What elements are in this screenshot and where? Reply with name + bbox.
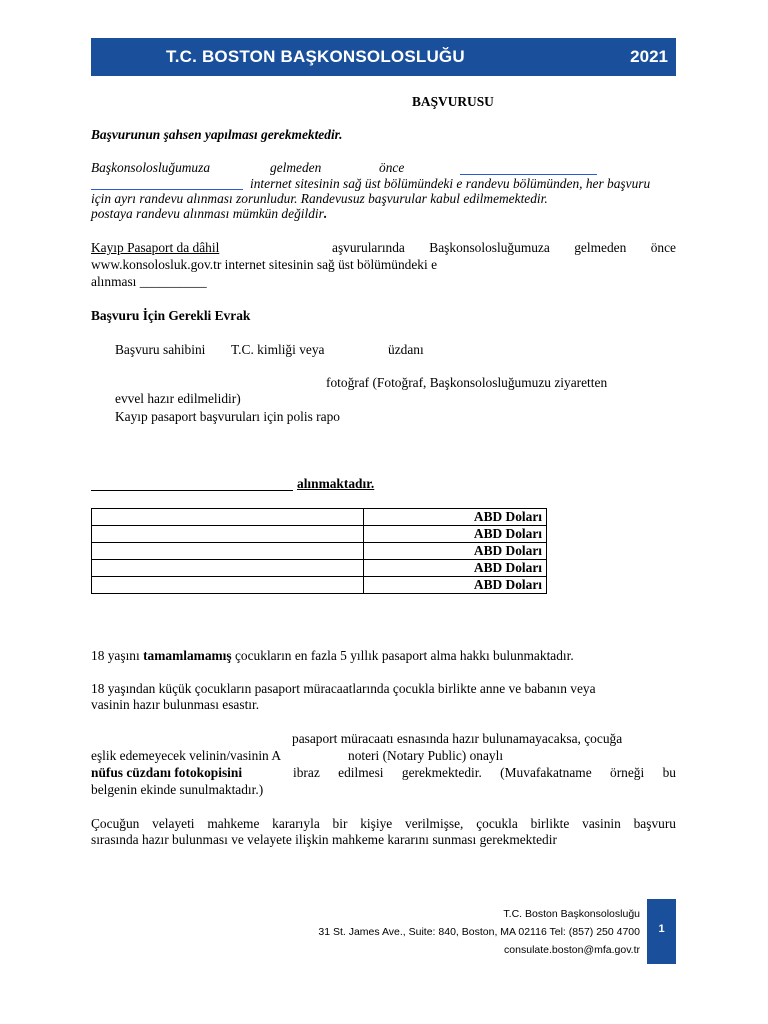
table-row [92, 509, 547, 526]
fee-currency-cell: ABD Doları [364, 577, 547, 594]
appt-link-line-2 [91, 189, 243, 190]
fee-currency-cell: ABD Doları [364, 543, 547, 560]
para-2a: 18 yaşından küçük çocukların pasaport müracaatlarında çocukla birlikte anne ve babanın veya [91, 681, 596, 696]
para-1 [91, 648, 574, 664]
page-heading: BAŞVURUSU [412, 94, 494, 109]
docs-item-1c: üzdanı [388, 342, 424, 357]
appt-line-4-text: postaya randevu alınması mümkün değildir [91, 206, 324, 221]
fees-heading-line [91, 490, 293, 491]
page-number-box [647, 899, 676, 964]
para-2b: vasinin hazır bulunması esastır. [91, 697, 260, 712]
appt-word-3: önce [379, 160, 405, 175]
table-row [92, 577, 547, 594]
table-row [92, 560, 547, 577]
footer-name: T.C. Boston Başkonsolosluğu [503, 908, 640, 920]
appt-word-2: gelmeden [270, 160, 322, 175]
footer-address: 31 St. James Ave., Suite: 840, Boston, MA 02116 Tel: (857) 250 4700 [318, 926, 640, 938]
footer-email: consulate.boston@mfa.gov.tr [504, 944, 640, 956]
page-number: 1 [658, 923, 665, 935]
fee-label-cell [92, 509, 364, 526]
docs-item-3: Kayıp pasaport başvuruları için polis rapo [115, 409, 340, 424]
docs-heading: Başvuru İçin Gerekli Evrak [91, 308, 251, 323]
appt-line-4-dot: . [323, 206, 328, 221]
fee-label-cell [92, 577, 364, 594]
para-1c: çocukların en fazla 5 yıllık pasaport alma hakkı bulunmaktadır. [234, 648, 574, 663]
para-4b: sırasında hazır bulunması ve velayete ilişkin mahkeme kararını sunması gerekmektedir [91, 832, 557, 847]
table-row [92, 526, 547, 543]
fee-currency-cell: ABD Doları [364, 560, 547, 577]
appt-word-1: Başkonsolosluğumuza [91, 160, 211, 175]
docs-item-2a: fotoğraf (Fotoğraf, Başkonsolosluğumuzu ziyaretten [326, 375, 608, 390]
lost-line-2: www.konsolosluk.gov.tr internet sitesinin sağ üst bölümündeki e [91, 257, 438, 272]
para-1b: tamamlamamış [143, 648, 232, 663]
appt-line-2: internet sitesinin sağ üst bölümündeki e randevu bölümünden, her başvuru [250, 176, 651, 191]
docs-item-1b: T.C. kimliği veya [231, 342, 325, 357]
header-title: T.C. BOSTON BAŞKONSOLOSLUĞU [166, 47, 465, 66]
docs-item-1a: Başvuru sahibini [115, 342, 206, 357]
para-3a: pasaport müracaatı esnasında hazır bulunamayacaksa, çocuğa [292, 731, 623, 746]
docs-item-2b: evvel hazır edilmelidir) [115, 391, 241, 406]
fee-label-cell [92, 543, 364, 560]
fees-heading: alınmaktadır. [297, 476, 375, 491]
fee-currency-cell: ABD Doları [364, 526, 547, 543]
fee-label-cell [92, 526, 364, 543]
fee-currency-cell: ABD Doları [364, 509, 547, 526]
appt-link-line-1 [460, 174, 597, 175]
para-3d: nüfus cüzdanı fotokopisini [91, 765, 243, 780]
header-year: 2021 [630, 47, 668, 66]
para-3c: noteri (Notary Public) onaylı [348, 748, 504, 763]
table-row [92, 543, 547, 560]
fee-label-cell [92, 560, 364, 577]
para-3b: eşlik edemeyecek velinin/vasinin A [91, 748, 282, 763]
lost-line-3: alınması __________ [91, 274, 207, 289]
fees-table [91, 508, 547, 594]
header-bar [91, 38, 676, 76]
para-1a: 18 yaşını [91, 648, 140, 663]
para-3e: ibraz edilmesi gerekmektedir. (Muvafakatname örneği bu [293, 765, 676, 780]
lost-line-1: aşvurularında Başkonsolosluğumuza gelmeden önce [332, 240, 676, 255]
lost-underlined: Kayıp Pasaport da dâhil [91, 240, 220, 255]
para-3f: belgenin ekinde sunulmaktadır.) [91, 782, 264, 797]
para-4a: Çocuğun velayeti mahkeme kararıyla bir kişiye verilmişse, çocukla birlikte vasinin başvuru [91, 816, 676, 831]
appt-line-3: için ayrı randevu alınması zorunludur. Randevusuz başvurular kabul edilmemektedir. [91, 191, 548, 206]
appt-line-4 [91, 206, 327, 222]
footer-block [318, 905, 640, 959]
intro-text: Başvurunun şahsen yapılması gerekmektedir. [91, 127, 343, 142]
